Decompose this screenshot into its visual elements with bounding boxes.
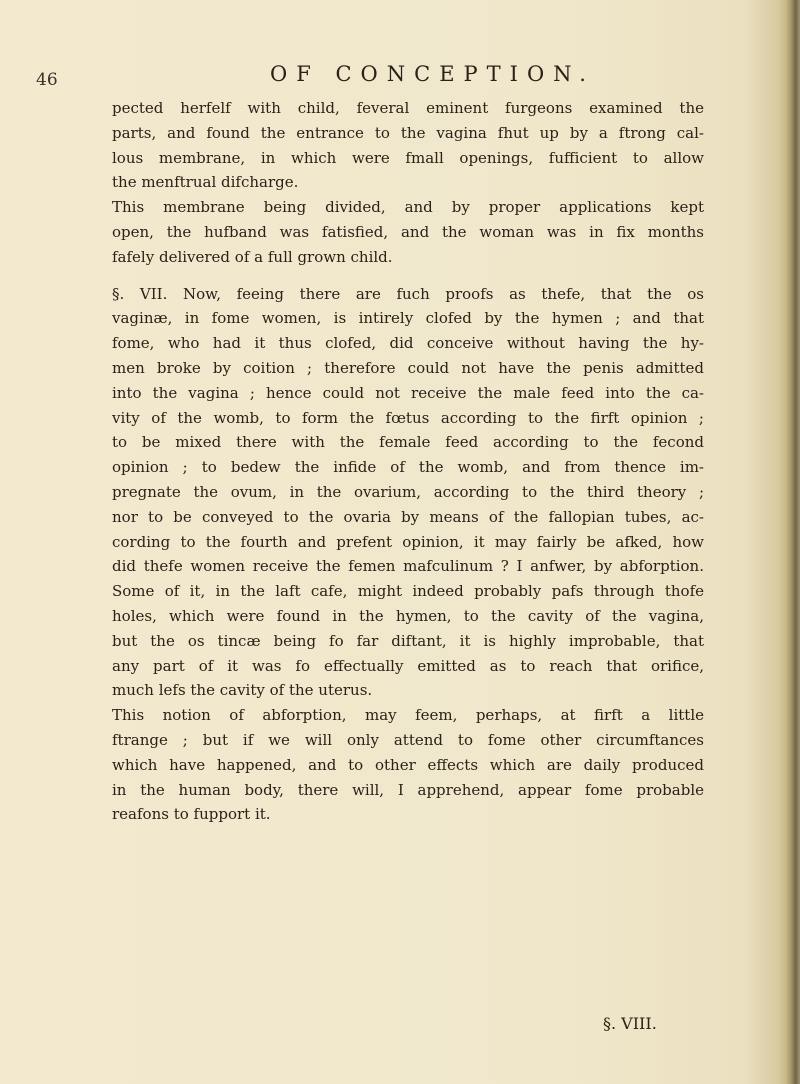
running-head: OF CONCEPTION. (270, 62, 595, 86)
text-line: fafely delivered of a full grown child. (112, 247, 393, 266)
page-edge-shadow (778, 0, 800, 1084)
text-line: but the os tincæ being fo far diftant, it is highly improbable, that (112, 631, 704, 650)
text-line: cording to the fourth and prefent opinion, it may fairly be afked, how (112, 532, 704, 551)
catchword: §. VIII. (603, 1014, 657, 1033)
paragraph-2 (112, 195, 704, 269)
text-line: which have happened, and to other effects which are daily produced (112, 755, 704, 774)
text-line: reafons to fupport it. (112, 805, 271, 824)
text-line: open, the hufband was fatisfied, and the woman was in fix months (112, 222, 704, 241)
text-line: ftrange ; but if we will only attend to fome other circumftances (112, 730, 704, 749)
text-line: opinion ; to bedew the infide of the womb, and from thence im- (112, 458, 704, 477)
text-line: vaginæ, in fome women, is intirely clofed by the hymen ; and that (112, 309, 704, 328)
text-line: This notion of abforption, may feem, perhaps, at firft a little (112, 706, 704, 725)
text-line: nor to be conveyed to the ovaria by means of the fallopian tubes, ac- (112, 507, 704, 526)
paragraph-1 (112, 96, 704, 195)
paragraph-section-vii (112, 282, 704, 704)
text-line: pregnate the ovum, in the ovarium, according to the third theory ; (112, 482, 704, 501)
text-line: did thefe women receive the femen mafculinum ? I anfwer, by abforption. (112, 557, 704, 576)
text-line: holes, which were found in the hymen, to the cavity of the vagina, (112, 606, 704, 625)
text-line: This membrane being divided, and by proper applications kept (112, 198, 704, 217)
text-line: fome, who had it thus clofed, did conceive without having the hy- (112, 334, 704, 353)
text-line: any part of it was fo effectually emitted as to reach that orifice, (112, 656, 704, 675)
text-line: into the vagina ; hence could not receive the male feed into the ca- (112, 383, 704, 402)
text-line: the menftrual difcharge. (112, 173, 299, 192)
text-line: lous membrane, in which were fmall openings, fufficient to allow (112, 148, 704, 167)
text-line: §. VII. Now, feeing there are fuch proofs as thefe, that the os (112, 284, 704, 303)
text-line: much lefs the cavity of the uterus. (112, 681, 373, 700)
text-line: vity of the womb, to form the fœtus according to the firft opinion ; (112, 408, 704, 427)
section-gap (112, 270, 704, 282)
paragraph-4 (112, 703, 704, 827)
text-line: Some of it, in the laft cafe, might indeed probably pafs through thofe (112, 582, 704, 601)
text-line: parts, and found the entrance to the vagina fhut up by a ftrong cal- (112, 123, 704, 142)
text-line: men broke by coition ; therefore could not have the penis admitted (112, 358, 704, 377)
page-number: 46 (36, 70, 58, 90)
text-line: pected herfelf with child, feveral eminent furgeons examined the (112, 99, 704, 117)
text-line: to be mixed there with the female feed according to the fecond (112, 433, 704, 452)
body-text (112, 96, 704, 827)
text-line: in the human body, there will, I apprehend, appear fome probable (112, 780, 704, 799)
